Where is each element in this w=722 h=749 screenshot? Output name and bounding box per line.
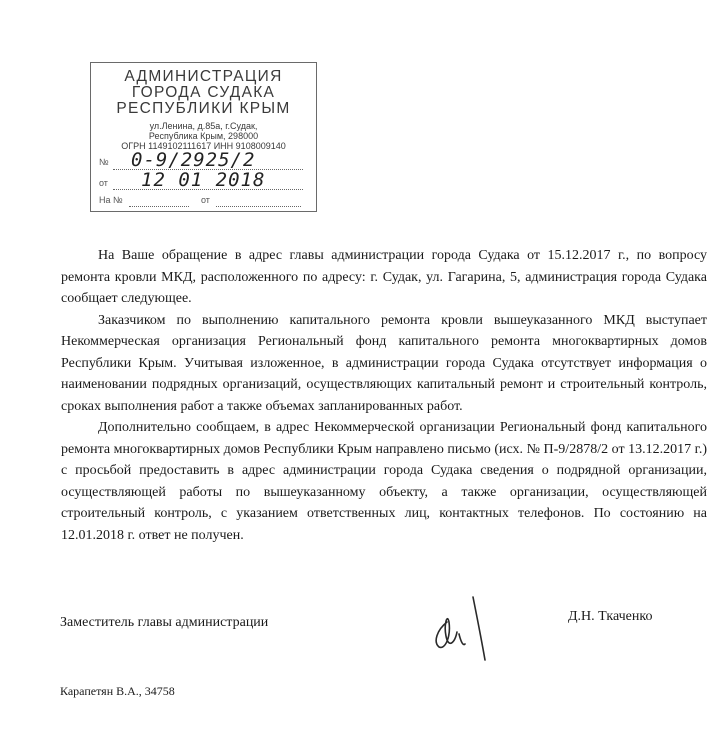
signatory-name: Д.Н. Ткаченко	[568, 609, 653, 624]
stamp-date-label: от	[99, 178, 108, 188]
paragraph: На Ваше обращение в адрес главы администрации города Судака от 15.12.2017 г., по вопросу ремонта кровли МКД, расположенного по адресу: г. Судак, ул. Гагарина, 5, администрация города Судака сообщает следующее.	[61, 248, 707, 306]
paragraph: Дополнительно сообщаем, в адрес Некоммерческой организации Региональный фонд капитального ремонта многоквартирных домов Республики Крым направлено письмо (исх. № П-9/2878/2 от 13.12.2017 г.) с просьбой предоставить в адрес администрации города Судака сведения о подрядной организации, осуществляющей работы по вышеуказанному объекту, а также организации, осуществляющей строительный контроль, с указанием ответственных лиц, контактных телефонов. По состоянию на 12.01.2018 г. ответ не получен.	[61, 420, 707, 543]
stamp-address-line: ОГРН 1149102111617 ИНН 9108009140	[121, 141, 286, 151]
signatory-title: Заместитель главы администрации	[60, 615, 269, 630]
stamp-reply-date-label: от	[201, 195, 210, 205]
stamp-reply-number-line	[129, 206, 189, 207]
stamp-title	[91, 69, 316, 117]
stamp-number-value: 0-9/2925/2	[131, 149, 256, 171]
executor-info: Карапетян В.А., 34758	[60, 684, 175, 698]
stamp-title-line: АДМИНИСТРАЦИЯ	[124, 68, 283, 85]
stamp-address	[91, 121, 316, 151]
letter-body	[61, 245, 707, 546]
stamp-number-label: №	[99, 157, 109, 167]
registration-stamp	[90, 62, 317, 212]
handwritten-signature	[425, 592, 505, 662]
stamp-reply-date-line	[216, 206, 301, 207]
stamp-title-line: РЕСПУБЛИКИ КРЫМ	[116, 100, 291, 117]
stamp-date-value: 12 01 2018	[141, 169, 266, 191]
stamp-address-line: Республика Крым, 298000	[148, 131, 259, 141]
stamp-address-line: ул.Ленина, д.85а, г.Судак,	[149, 121, 258, 131]
paragraph: Заказчиком по выполнению капитального ремонта кровли вышеуказанного МКД выступает Некоммерческая организация Региональный фонд капитального ремонта многоквартирных домов Республики Крым. Учитывая изложенное, в администрации города Судака отсутствует информация о наименовании подрядных организаций, осуществляющих капитальный ремонт и строительный контроль, сроках выполнения работ а также объемах запланированных работ.	[61, 312, 707, 414]
stamp-title-line: ГОРОДА СУДАКА	[131, 84, 276, 101]
stamp-reply-label: На №	[99, 195, 123, 205]
